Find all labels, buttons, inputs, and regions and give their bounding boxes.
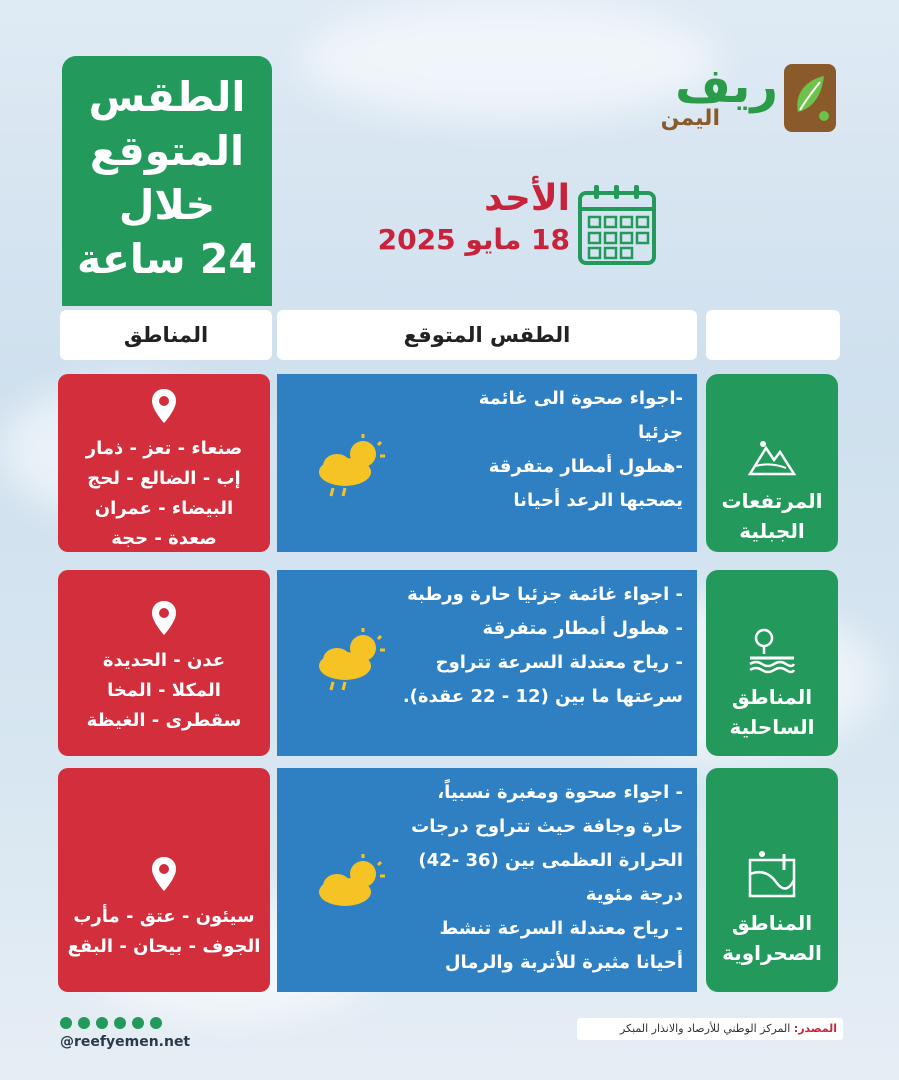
title-line: المتوقع (89, 127, 245, 175)
telegram-icon[interactable] (150, 1017, 162, 1029)
social-icons (60, 1017, 162, 1031)
date-block (330, 178, 570, 268)
area-list: صنعاء - تعز - ذمار (85, 438, 243, 459)
partly-cloudy-icon (313, 852, 393, 924)
weather-cell (277, 570, 697, 756)
region-name: الجبلية (739, 519, 805, 543)
region-header (706, 310, 840, 360)
forecast-title (62, 56, 272, 306)
facebook-icon[interactable] (60, 1017, 72, 1029)
weather-text: حارة وجافة حيث تتراوح درجات (411, 816, 683, 837)
weather-text: - رياح معتدلة السرعة تتراوح (435, 652, 683, 673)
weather-text: أحيانا مثيرة للأتربة والرمال (444, 952, 683, 973)
region-name: الساحلية (729, 715, 815, 739)
region-name: المناطق (731, 911, 813, 935)
area-list: البيضاء - عمران (94, 498, 234, 519)
desert-icon (706, 850, 838, 908)
areas-cell (58, 374, 270, 552)
weather-text: يصحبها الرعد أحيانا (513, 490, 683, 511)
weather-header: الطقس المتوقع (277, 310, 697, 360)
x-icon[interactable] (78, 1017, 90, 1029)
weather-cell (277, 768, 697, 992)
coast-icon (706, 628, 838, 682)
weather-text: الحرارة العظمى بين (36 -42) (418, 850, 683, 871)
weather-text: سرعتها ما بين (12 - 22 عقدة). (402, 686, 683, 707)
areas-cell (58, 768, 270, 992)
whatsapp-icon[interactable] (114, 1017, 126, 1029)
area-list: المكلا - المخا (107, 680, 221, 701)
calendar-icon (577, 183, 657, 267)
area-list: صعدة - حجة (111, 528, 217, 549)
region-cell (706, 570, 838, 756)
region-cell (706, 768, 838, 992)
title-line: خلال (118, 181, 216, 229)
region-name: المناطق (731, 685, 813, 709)
day-label: الأحد (484, 178, 570, 219)
partly-cloudy-rain-icon (313, 432, 393, 514)
weather-text: -اجواء صحوة الى غائمة (478, 388, 683, 409)
location-pin-icon (58, 600, 270, 646)
region-cell (706, 374, 838, 552)
location-pin-icon (58, 388, 270, 434)
area-list: سيئون - عتق - مأرب (73, 906, 255, 927)
instagram-icon[interactable] (132, 1017, 144, 1029)
weather-text: درجة مئوية (585, 884, 683, 905)
title-line: الطقس (88, 73, 246, 121)
source-text: المركز الوطني للأرصاد والانذار المبكر (619, 1022, 791, 1035)
logo-subtitle: اليمن (660, 106, 720, 131)
date-label: 18 مايو 2025 (377, 223, 570, 256)
location-pin-icon (58, 856, 270, 902)
website-link[interactable]: @reefyemen.net (60, 1034, 191, 1050)
region-name: المرتفعات (721, 489, 823, 513)
area-list: عدن - الحديدة (102, 650, 226, 671)
logo-word: ريف (675, 58, 778, 114)
source-label: المصدر: (793, 1022, 837, 1035)
weather-text: - اجواء غائمة جزئيا حارة ورطبة (407, 584, 683, 605)
source-note (577, 1018, 843, 1040)
weather-text: - رياح معتدلة السرعة تنشط (439, 918, 683, 939)
mountain-icon (706, 436, 838, 486)
weather-text: -هطول أمطار متفرقة (488, 456, 683, 477)
area-list: الجوف - بيحان - البقع (67, 936, 261, 957)
area-list: إب - الضالع - لحج (87, 468, 241, 489)
weather-text: جزئيا (637, 422, 683, 443)
area-list: سقطرى - الغيظة (86, 710, 242, 731)
weather-cell (277, 374, 697, 552)
youtube-icon[interactable] (96, 1017, 108, 1029)
title-line: 24 ساعة (77, 235, 257, 283)
leaf-logo-icon (784, 64, 836, 132)
reef-yemen-logo (640, 58, 840, 142)
weather-text: - هطول أمطار متفرقة (482, 618, 683, 639)
partly-cloudy-rain-icon (313, 626, 393, 708)
areas-header: المناطق (60, 310, 272, 360)
weather-text: - اجواء صحوة ومغبرة نسبياً، (437, 782, 683, 803)
areas-cell (58, 570, 270, 756)
region-name: الصحراوية (722, 941, 822, 965)
